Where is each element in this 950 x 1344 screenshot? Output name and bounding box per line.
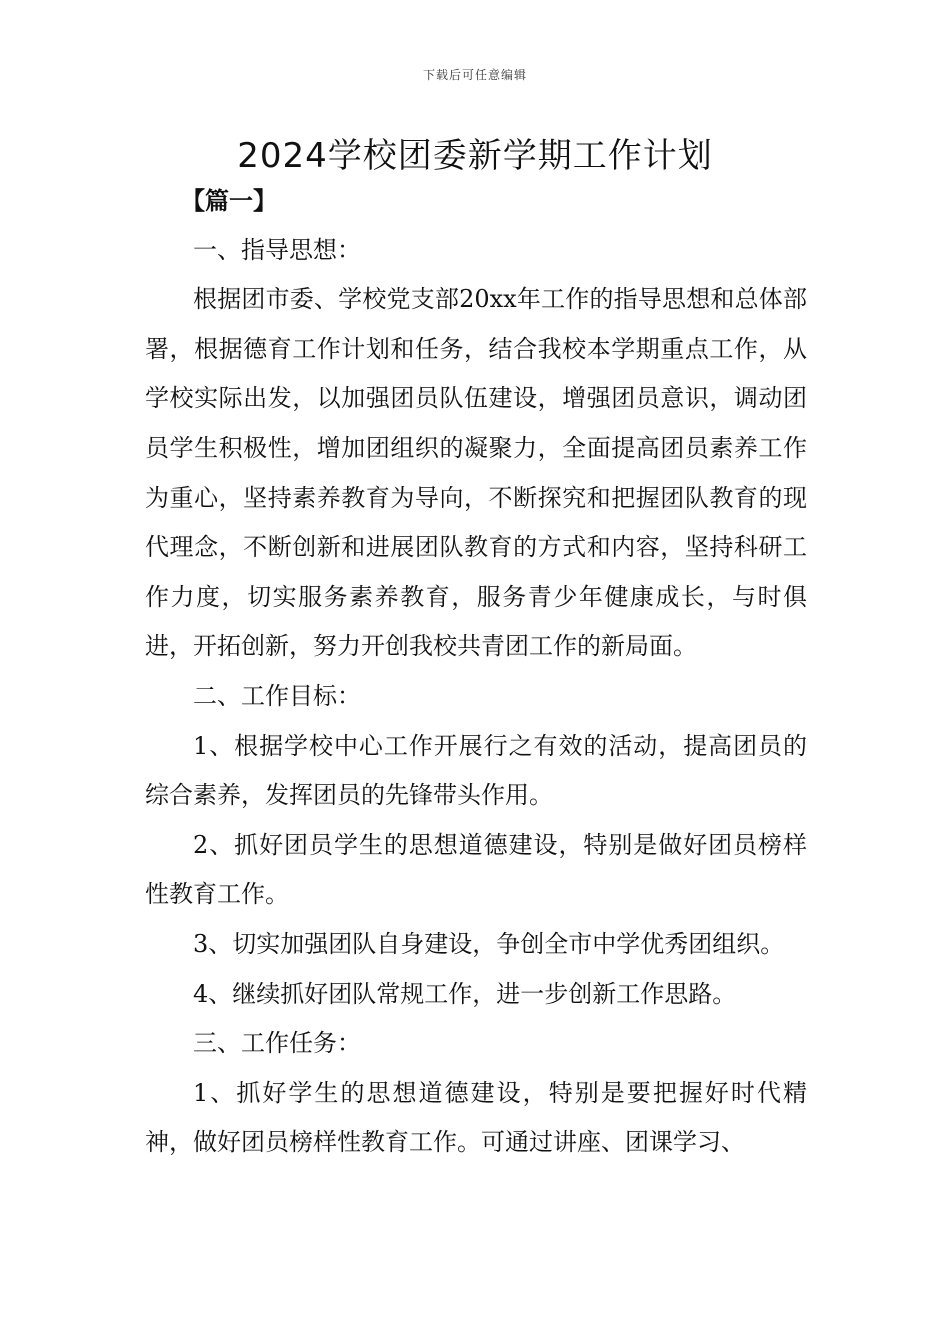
heading-work-goals: 二、工作目标： — [193, 681, 361, 710]
goal-item-1: 1、根据学校中心工作开展行之有效的活动，提高团员的综合素养，发挥团员的先锋带头作用。 — [145, 731, 807, 810]
paragraph-guiding-ideology: 根据团市委、学校党支部20xx年工作的指导思想和总体部署，根据德育工作计划和任务，结合我校本学期重点工作，从学校实际出发，以加强团员队伍建设，增强团员意识，调动团员学生积极性，增加团组织的凝聚力，全面提高团员素养工作为重心，坚持素养教育为导向，不断探究和把握团队教育的现代理念，不断创新和进展团队教育的方式和内容，坚持科研工作力度，切实服务素养教育，服务青少年健康成长，与时俱进，开拓创新，努力开创我校共青团工作的新局面。 — [145, 285, 807, 661]
document-title: 2024学校团委新学期工作计划 — [237, 136, 713, 176]
goal-item-3: 3、切实加强团队自身建设，争创全市中学优秀团组织。 — [193, 929, 785, 958]
heading-guiding-ideology: 一、指导思想： — [193, 235, 361, 264]
header-note: 下载后可任意编辑 — [422, 68, 527, 82]
goal-item-2: 2、抓好团员学生的思想道德建设，特别是做好团员榜样性教育工作。 — [145, 830, 807, 909]
section-label: 【篇一】 — [181, 186, 277, 215]
goal-item-4: 4、继续抓好团队常规工作，进一步创新工作思路。 — [193, 979, 737, 1008]
heading-work-tasks: 三、工作任务： — [193, 1029, 361, 1058]
document-body — [145, 176, 807, 1168]
task-item-1: 1、抓好学生的思想道德建设，特别是要把握好时代精神，做好团员榜样性教育工作。可通过讲座、团课学习、 — [145, 1078, 807, 1157]
